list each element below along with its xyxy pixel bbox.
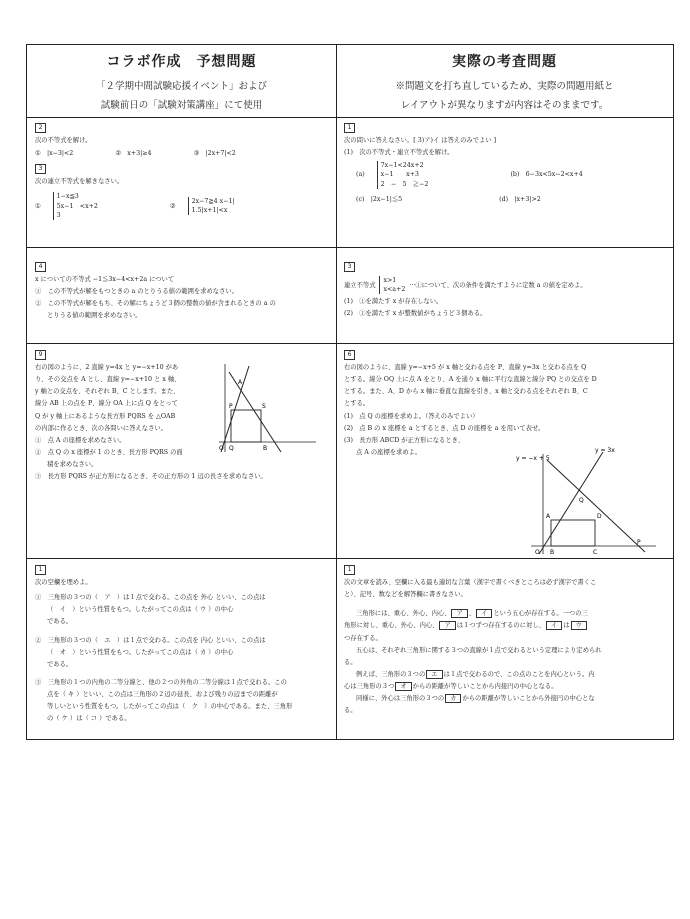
problem-title: 次の連立不等式を解きなさい。 — [35, 178, 124, 186]
problem-text: (1) ①を満たす x が存在しない。 — [344, 298, 443, 306]
inequality-item: ① |x−3|<2 — [35, 150, 74, 158]
problem-number: 1 — [344, 565, 355, 575]
point-b-label: B — [550, 549, 555, 556]
problem-text: Q が y 軸上にあるような長方形 PQRS を △OAB — [35, 412, 176, 420]
problem-text: 点を（ キ ）といい、この点は三角形の２辺の延長、および残りの辺までの距離が — [47, 691, 278, 698]
blank-i: イ — [546, 621, 562, 630]
line-y-minus-x-5 — [547, 460, 645, 552]
system-line: 3 — [56, 211, 61, 219]
problem-text: の（ ケ ）は（ コ ）である。 — [47, 715, 131, 723]
left-title: コラボ作成 予想問題 — [106, 54, 257, 70]
subitem-c: (c) |2x−1|≦5 — [356, 195, 403, 203]
blank-line-3 — [344, 670, 665, 679]
blank-e: エ — [426, 670, 442, 679]
problem-number: 9 — [35, 350, 46, 360]
problem-text: 等しいという性質をもつ。したがってこの点は（ ク ）の中心である。また、三角形 — [47, 703, 293, 711]
right-problem-1 — [336, 117, 673, 248]
system-line: 5x−1 <x+2 — [56, 202, 98, 210]
inequality-item: ② x+3|≥4 — [115, 150, 152, 158]
problem-text-block — [35, 363, 267, 481]
right-problem-4 — [336, 559, 673, 741]
subitem-d: (d) |x+3|>2 — [499, 195, 541, 203]
problem-text: (2) 点 B の x 座標を a とするとき、点 D の座標を a を用いて表せ。 — [344, 424, 545, 432]
problem-number: 3 — [344, 262, 355, 272]
system-2 — [188, 197, 235, 215]
system-line: 7x−1<24x+2 — [380, 162, 424, 170]
point-p-label: P — [229, 403, 233, 410]
system-a — [377, 161, 429, 188]
right-title: 実際の考査問題 — [452, 54, 557, 70]
problem-title: 次の不等式を解け。 — [35, 137, 92, 144]
problem-text: ③ 三角形の１つの内角の二等分線と、他の２つの外角の二等分線は１点で交わる。この — [35, 678, 287, 686]
point-o-label: O — [535, 549, 540, 556]
problem-text: x についての不等式 −1≦3x−4<x+2a について — [35, 276, 175, 283]
right-problem-3 — [336, 344, 673, 559]
text-run: 例えば、三角形の３つの — [356, 670, 426, 678]
problem-number: 1 — [35, 565, 46, 575]
problem-text: 五心は、それぞれ三角形に関する３つの直線が１点で交わるという定理により定められ — [356, 646, 602, 654]
point-a-label: A — [238, 379, 243, 386]
system-line: 1−x≦3 — [56, 193, 79, 201]
point-q-label: Q — [579, 497, 584, 504]
right-subtitle-line2: レイアウトが異なりますが内容はそのままです。 — [400, 100, 609, 111]
problem-text: る。 — [344, 707, 357, 715]
blank-ka: カ — [445, 694, 461, 703]
point-b-label: B — [263, 445, 268, 452]
problem-text: 右の図のように、直線 y=−x+5 が x 軸と交わる点を P、直線 y=3x と交わる点を Q — [344, 364, 587, 371]
text-run: 三角形には、重心、外心、内心、 — [356, 610, 451, 618]
system-line: 2 − 5 ≧−2 — [380, 180, 429, 188]
right-column — [336, 45, 673, 739]
line-y-minus-x-10 — [229, 372, 281, 452]
problem-text: 連立不等式 — [344, 281, 376, 289]
subitems-ab — [344, 161, 665, 188]
text-run: 同様に、外心は三角形の３つの — [356, 695, 445, 703]
system-line: 1.5|x+1|<x — [191, 207, 228, 215]
problem-text: り、その交点を A とし、直線 y=−x+10 と x 軸、 — [35, 376, 181, 384]
problem-number: 4 — [35, 262, 46, 272]
problem-text: y 軸との交点を、それぞれ B、C とします。また、 — [35, 388, 180, 396]
subitems-cd — [344, 195, 665, 204]
blank-line-5 — [344, 694, 665, 703]
problem-number: 1 — [344, 123, 355, 133]
problem-text: (1) 次の不等式・連立不等式を解け。 — [344, 149, 454, 157]
text-run: は１つずつ存在するのに対し、 — [456, 622, 545, 630]
blank-line-4 — [344, 682, 665, 691]
blank-line-2 — [344, 621, 665, 630]
system-line: x>1 — [383, 277, 397, 284]
problem-text: 積を求めなさい。 — [47, 461, 98, 468]
text-run: は１点で交わるので、この点のことを内心という。内 — [443, 670, 595, 678]
problem-text: る。 — [344, 658, 357, 666]
problem-text: ② この不等式が解をもち、その解にちょうど３個の整数の値が含まれるときの a の — [35, 300, 276, 308]
left-problem-3 — [27, 344, 336, 559]
problem-text: ② 三角形の３つの（ エ ）は１点で交わる。この点を 内心 といい、この点は — [35, 636, 266, 644]
problem-text: ① この不等式が解をもつときの a のとりうる値の範囲を求めなさい。 — [35, 288, 238, 296]
inequality-list — [35, 149, 328, 158]
system-x — [379, 276, 405, 294]
inequality-item: ③ |2x+7|<2 — [193, 150, 236, 158]
left-subtitle — [27, 77, 336, 115]
problem-text: 右の図のように、2 直線 y=4x と y=−x+10 があ — [35, 364, 179, 371]
text-run: は — [563, 622, 570, 630]
problem-text: (3) 長方形 ABCD が正方形になるとき、 — [344, 436, 464, 444]
text-run: からの距離が等しいことから内接円の中心となる。 — [412, 683, 558, 690]
problem-text: と）、記号、数などを解答欄に書きなさい。 — [344, 591, 467, 599]
blank-a: ア — [439, 621, 455, 630]
left-problem-4 — [27, 559, 336, 741]
point-c-label: C — [593, 549, 598, 556]
problem-text: 次の文章を読み、空欄に入る最も適切な言葉（漢字で書くべきところは必ず漢字で書くこ — [344, 579, 597, 586]
point-s-label: S — [262, 403, 266, 410]
point-o-label: O — [219, 445, 224, 452]
left-header — [27, 45, 336, 118]
problem-text: ① 点 A の座標を求めなさい。 — [35, 436, 126, 444]
problem-number: 6 — [344, 350, 355, 360]
left-column — [27, 45, 337, 739]
system-line: x−1 x+3 — [380, 171, 419, 179]
problem-text: (1) 点 Q の座標を求めよ。（答えのみでよい） — [344, 412, 479, 420]
left-problem-2 — [27, 248, 336, 344]
system-line: 2x−7≧4 x−1| — [191, 197, 235, 205]
problem-title: 次の空欄を埋めよ。 — [35, 579, 92, 586]
geometry-figure-right — [516, 447, 661, 558]
text-run: からの距離が等しいことから外接円の中心とな — [462, 695, 595, 703]
problem-text: (2) ①を満たす x が整数値がちょうど３個ある。 — [344, 310, 487, 318]
problem-text: ···①について、次の条件を満たすように定数 a の値を定めよ。 — [409, 281, 587, 289]
problem-text: 線分 AB 上の点を P、線分 OA 上に点 Q をとって — [35, 400, 178, 408]
right-subtitle-line1: ※問題文を打ち直しているため、実際の問題用紙と — [395, 81, 614, 92]
left-problem-1 — [27, 117, 336, 248]
problem-text: である。 — [47, 660, 73, 668]
problem-text: とする。 — [344, 400, 370, 408]
problem-text: ① 三角形の３つの（ ア ）は１点で交わる。この点を 外心 といい、この点は — [35, 594, 266, 602]
item-marker: ② — [169, 202, 176, 210]
blank-o: オ — [395, 682, 411, 691]
text-run: 心は三角形の３つ — [344, 683, 395, 690]
problem-number: 2 — [35, 123, 46, 133]
graph-label-1: y = −x + 5 — [516, 455, 550, 462]
text-run: 角形に対し、重心、外心、内心、 — [344, 622, 439, 630]
problem-text: 点 A の座標を求めよ。 — [356, 448, 422, 456]
problem-text: ② 点 Q の x 座標が 1 のとき、長方形 PQRS の面 — [35, 448, 183, 456]
problem-text: とする。また、A、D から x 軸に垂直な直線を引き、x 軸と交わる点をそれぞれ B、C — [344, 388, 588, 396]
left-subtitle-line2: 試験前日の「試験対策講座」にて使用 — [100, 100, 263, 111]
problem-text: （ オ ）という性質をもつ。したがってこの点は（ カ ）の中心 — [47, 648, 234, 656]
right-subtitle — [336, 77, 673, 115]
system-1 — [53, 192, 98, 219]
system-list — [35, 192, 328, 219]
left-subtitle-line1: 「２学期中間試験応援イベント」および — [95, 81, 267, 92]
point-d-label: D — [597, 513, 602, 520]
subitem-b: (b) 6−3x<5x−2<x+4 — [510, 171, 583, 179]
blank-a: ア — [451, 609, 467, 618]
blank-u: ウ — [571, 621, 587, 630]
problem-text: つ存在する。 — [344, 634, 382, 642]
problem-title: 次の問いに答えなさい。[ 3)ア)イ は答えのみでよい ] — [344, 137, 497, 144]
problem-text: である。 — [47, 618, 73, 626]
point-a-label: A — [546, 513, 551, 520]
blank-line-1: 三角形には、重心、外心、内心、 ア 、 イ という五心が存在する。一つの三 — [356, 610, 588, 618]
text-run: という五心が存在する。一つの三 — [493, 610, 588, 618]
problem-text: （ イ ）という性質をもつ。したがってこの点は（ ウ ）の中心 — [47, 606, 234, 614]
system-line: x<a+2 — [383, 286, 406, 294]
graph-label-2: y = 3x — [595, 447, 615, 454]
point-p-label: P — [637, 539, 641, 546]
item-marker: ① — [35, 202, 41, 210]
problem-text: とする。線分 OQ 上に点 A をとり、A を通り x 軸に平行な直線と線分 PQ との交点を D — [344, 376, 597, 384]
problem-text: とりうる値の範囲を求めなさい。 — [47, 312, 142, 320]
right-problem-2 — [336, 248, 673, 344]
point-q-label: Q — [229, 445, 234, 452]
system-line-row — [344, 276, 665, 294]
right-header — [336, 45, 673, 118]
problem-text: ③ 長方形 PQRS が正方形になるとき、その正方形の 1 辺の長さを求めなさい。 — [35, 473, 267, 481]
problem-text: の内部に作るとき、次の各問いに答えなさい。 — [35, 424, 167, 432]
geometry-figure-left — [211, 362, 321, 462]
item-marker: (a) — [356, 171, 365, 179]
comparison-sheet — [26, 44, 674, 740]
problem-number: 3 — [35, 164, 46, 174]
blank-i: イ — [476, 609, 492, 618]
